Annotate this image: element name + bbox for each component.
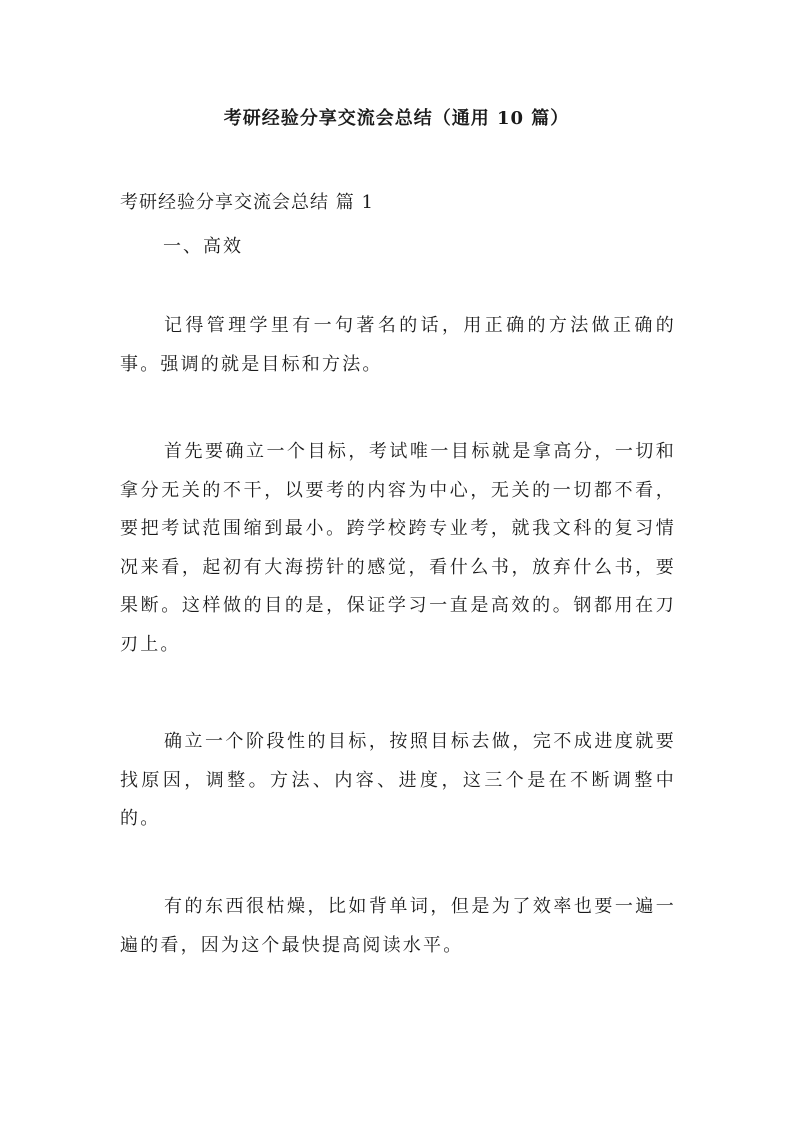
paragraph-4: 有的东西很枯燥，比如背单词，但是为了效率也要一遍一遍的看，因为这个最快提高阅读水平。 — [120, 896, 676, 956]
section-heading: 考研经验分享交流会总结 篇 1 — [120, 192, 374, 213]
document-title: 考研经验分享交流会总结（通用 10 篇） — [223, 108, 570, 129]
paragraph-2: 首先要确立一个目标，考试唯一目标就是拿高分，一切和拿分无关的不干，以要考的内容为中心，无关的一切都不看，要把考试范围缩到最小。跨学校跨专业考，就我文科的复习情况来看，起初有大海捞针的感觉，看什么书，放弃什么书，要果断。这样做的目的是，保证学习一直是高效的。钢都用在刀刃上。 — [120, 441, 676, 655]
paragraph-3: 确立一个阶段性的目标，按照目标去做，完不成进度就要找原因，调整。方法、内容、进度，这三个是在不断调整中的。 — [120, 731, 676, 829]
paragraph-1: 记得管理学里有一句著名的话，用正确的方法做正确的事。强调的就是目标和方法。 — [120, 315, 676, 375]
sub-heading: 一、高效 — [163, 236, 243, 257]
